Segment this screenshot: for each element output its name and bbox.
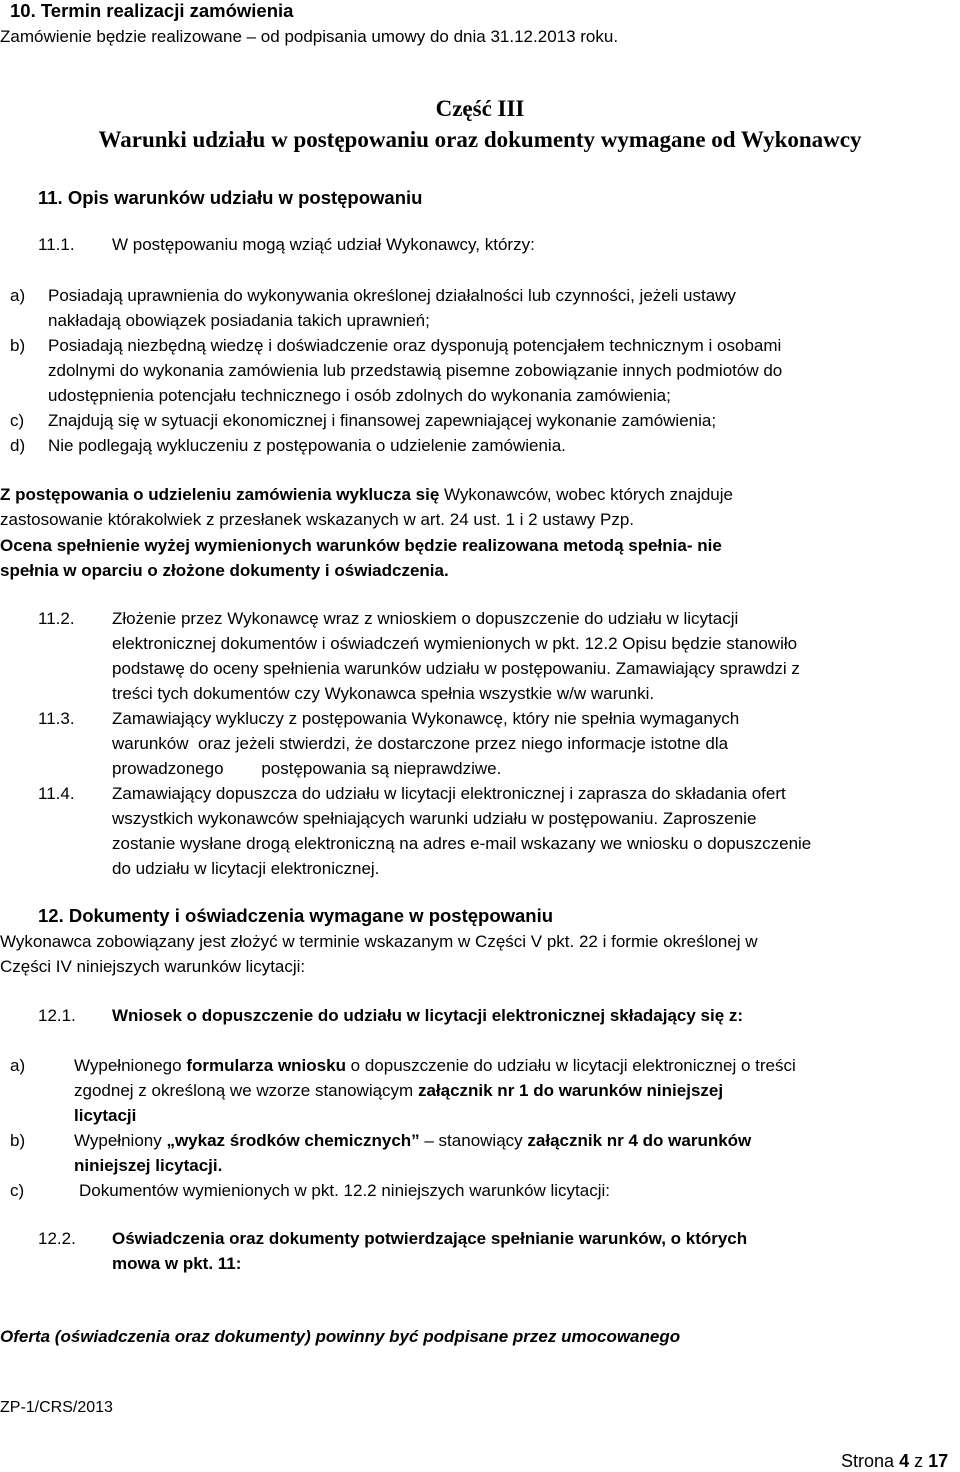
bold-run: formularza wniosku — [186, 1056, 346, 1075]
list-item-line: zdolnymi do wykonania zamówienia lub przedstawią pisemne zobowiązanie innych podmiotów do — [48, 361, 783, 380]
section-number: 10. — [10, 0, 36, 21]
exclusion-paragraph-line: zastosowanie którakolwiek z przesłanek wskazanych w art. 24 ust. 1 i 2 ustawy Pzp. — [0, 510, 635, 529]
current-page: 4 — [899, 1451, 910, 1471]
list-marker: a) — [10, 1056, 26, 1075]
list-marker: b) — [10, 1131, 26, 1150]
clause-line: Zamawiający dopuszcza do udziału w licytacji elektronicznej i zaprasza do składania ofert — [112, 784, 786, 803]
clause-line: prowadzonego postępowania są nieprawdziwe. — [112, 759, 502, 778]
section-title: Dokumenty i oświadczenia wymagane w postępowaniu — [68, 905, 554, 926]
list-marker: c) — [10, 411, 25, 430]
list-marker: c) — [10, 1181, 25, 1200]
list-item-line: Posiadają uprawnienia do wykonywania określonej działalności lub czynności, jeżeli ustawy — [48, 286, 736, 305]
total-pages: 17 — [928, 1451, 949, 1471]
clause-11-4-number: 11.4. — [38, 784, 75, 803]
clause-line: Zamawiający wykluczy z postępowania Wykonawcę, który nie spełnia wymaganych — [112, 709, 740, 728]
text-run: Wypełnionego — [74, 1056, 187, 1075]
section-number: 12. — [38, 905, 64, 926]
list-marker: a) — [10, 286, 26, 305]
section-11-heading — [38, 187, 422, 209]
bold-run: załącznik nr 4 do warunków — [527, 1131, 752, 1150]
section-title: Opis warunków udziału w postępowaniu — [67, 187, 423, 208]
clause-12-2-number: 12.2. — [38, 1229, 76, 1248]
page-number — [841, 1451, 948, 1472]
clause-line: do udziału w licytacji elektronicznej. — [112, 859, 380, 878]
section-10-text: Zamówienie będzie realizowane – od podpisania umowy do dnia 31.12.2013 roku. — [0, 27, 619, 46]
clause-line: wszystkich wykonawców spełniających warunki udziału w postępowaniu. Zaproszenie — [112, 809, 757, 828]
section-number: 11. — [38, 187, 63, 208]
list-item-line — [74, 1081, 723, 1101]
text-run: zgodnej z określoną we wzorze stanowiącym — [74, 1081, 418, 1100]
section-12-heading — [38, 905, 553, 927]
list-item-line — [74, 1131, 751, 1151]
clause-line: warunków oraz jeżeli stwierdzi, że dostarczone przez niego informacje istotne dla — [112, 734, 729, 753]
text-run: o dopuszczenie do udziału w licytacji elektronicznej o treści — [345, 1056, 796, 1075]
assessment-line: spełnia w oparciu o złożone dokumenty i oświadczenia. — [0, 561, 449, 580]
list-item-line: niniejszej licytacji. — [74, 1156, 223, 1175]
page-of: z — [914, 1451, 924, 1471]
clause-11-1-number: 11.1. — [38, 235, 75, 254]
section-12-text: Wykonawca zobowiązany jest złożyć w terminie wskazanym w Części V pkt. 22 i formie określonej w — [0, 932, 758, 951]
page-label: Strona — [841, 1451, 895, 1471]
clause-line: zostanie wysłane drogą elektroniczną na adres e-mail wskazany we wniosku o dopuszczenie — [112, 834, 812, 853]
list-item-line: Znajdują się w sytuacji ekonomicznej i finansowej zapewniającej wykonanie zamówienia; — [48, 411, 717, 430]
exclusion-bold: Z postępowania o udzieleniu zamówienia wyklucza się — [0, 485, 440, 504]
text-run: Wypełniony — [74, 1131, 167, 1150]
clause-12-2-title: mowa w pkt. 11: — [112, 1254, 242, 1273]
clause-12-1-number: 12.1. — [38, 1006, 76, 1025]
offer-note: Oferta (oświadczenia oraz dokumenty) powinny być podpisane przez umocowanego — [0, 1327, 681, 1346]
exclusion-rest: Wykonawców, wobec których znajduje — [439, 485, 733, 504]
list-item-line: Nie podlegają wykluczeniu z postępowania o udzielenie zamówienia. — [48, 436, 566, 455]
list-item-line: licytacji — [74, 1106, 137, 1125]
list-item-line: Posiadają niezbędną wiedzę i doświadczenie oraz dysponują potencjałem technicznym i osobami — [48, 336, 782, 355]
assessment-line: Ocena spełnienie wyżej wymienionych warunków będzie realizowana metodą spełnia- nie — [0, 536, 722, 555]
clause-11-1-text: W postępowaniu mogą wziąć udział Wykonawcy, którzy: — [112, 235, 535, 254]
section-10-heading — [10, 0, 293, 22]
list-item-line: nakładają obowiązek posiadania takich uprawnień; — [48, 311, 430, 330]
clause-line: treści tych dokumentów czy Wykonawca spełnia wszystkie w/w warunki. — [112, 684, 655, 703]
list-marker: d) — [10, 436, 26, 455]
clause-line: elektronicznej dokumentów i oświadczeń wymienionych w pkt. 12.2 Opisu będzie stanowiło — [112, 634, 798, 653]
section-title: Termin realizacji zamówienia — [40, 0, 294, 21]
clause-12-1-title: Wniosek o dopuszczenie do udziału w licytacji elektronicznej składający się z: — [112, 1006, 744, 1025]
list-item-line — [74, 1056, 796, 1076]
text-run: – stanowiący — [419, 1131, 528, 1150]
list-item-line: Dokumentów wymienionych w pkt. 12.2 niniejszych warunków licytacji: — [79, 1181, 610, 1200]
list-marker: b) — [10, 336, 26, 355]
clause-12-2-title: Oświadczenia oraz dokumenty potwierdzające spełnianie warunków, o których — [112, 1229, 748, 1248]
part-heading: Część III — [435, 96, 525, 121]
clause-11-2-number: 11.2. — [38, 609, 75, 628]
list-item-line: udostępnienia potencjału technicznego i osób zdolnych do wykonania zamówienia; — [48, 386, 671, 405]
document-code: ZP-1/CRS/2013 — [0, 1399, 113, 1416]
clause-line: podstawę do oceny spełnienia warunków udziału w postępowaniu. Zamawiający sprawdzi z — [112, 659, 800, 678]
bold-run: załącznik nr 1 do warunków niniejszej — [417, 1081, 724, 1100]
exclusion-paragraph-line — [0, 485, 733, 505]
bold-run: „wykaz środków chemicznych” — [166, 1131, 420, 1150]
clause-line: Złożenie przez Wykonawcę wraz z wnioskiem o dopuszczenie do udziału w licytacji — [112, 609, 739, 628]
section-12-text: Części IV niniejszych warunków licytacji: — [0, 957, 306, 976]
clause-11-3-number: 11.3. — [38, 709, 75, 728]
part-subheading: Warunki udziału w postępowaniu oraz dokumenty wymagane od Wykonawcy — [98, 127, 862, 152]
